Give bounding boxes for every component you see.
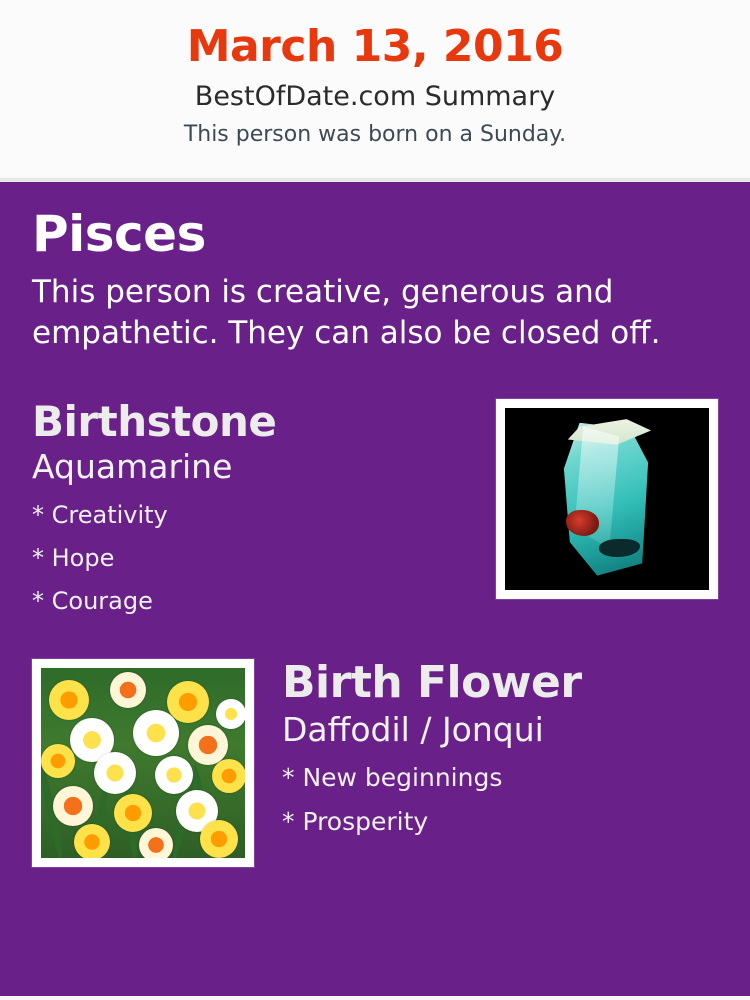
birthstone-name: Aquamarine xyxy=(32,447,233,487)
birthflower-title: Birth Flower xyxy=(282,657,582,709)
birthflower-section xyxy=(32,659,718,874)
zodiac-description: This person is creative, generous and empathetic. They can also be closed off. xyxy=(32,273,661,352)
birthflower-trait: * Prosperity xyxy=(282,807,429,837)
zodiac-sign-name: Pisces xyxy=(32,205,206,263)
birthstone-text xyxy=(32,399,472,615)
summary-body xyxy=(0,182,750,996)
birth-day-note: This person was born on a Sunday. xyxy=(183,121,567,147)
daffodil-field-icon xyxy=(41,668,245,858)
page-title: March 13, 2016 xyxy=(186,21,564,72)
zodiac-section xyxy=(32,206,718,355)
birthflower-photo-frame xyxy=(32,659,254,867)
page-header xyxy=(0,0,750,182)
birthflower-text xyxy=(282,659,718,837)
site-summary-label: BestOfDate.com Summary xyxy=(194,81,556,113)
birthstone-trait: * Courage xyxy=(32,586,153,615)
aquamarine-crystal-icon xyxy=(505,408,709,590)
birthstone-section xyxy=(32,399,718,619)
birthflower-trait: * New beginnings xyxy=(282,763,503,793)
birthstone-trait: * Hope xyxy=(32,543,115,572)
birthflower-name: Daffodil / Jonqui xyxy=(282,709,544,749)
birthstone-trait: * Creativity xyxy=(32,500,168,529)
birthstone-photo-frame xyxy=(496,399,718,599)
birthstone-title: Birthstone xyxy=(32,397,277,447)
